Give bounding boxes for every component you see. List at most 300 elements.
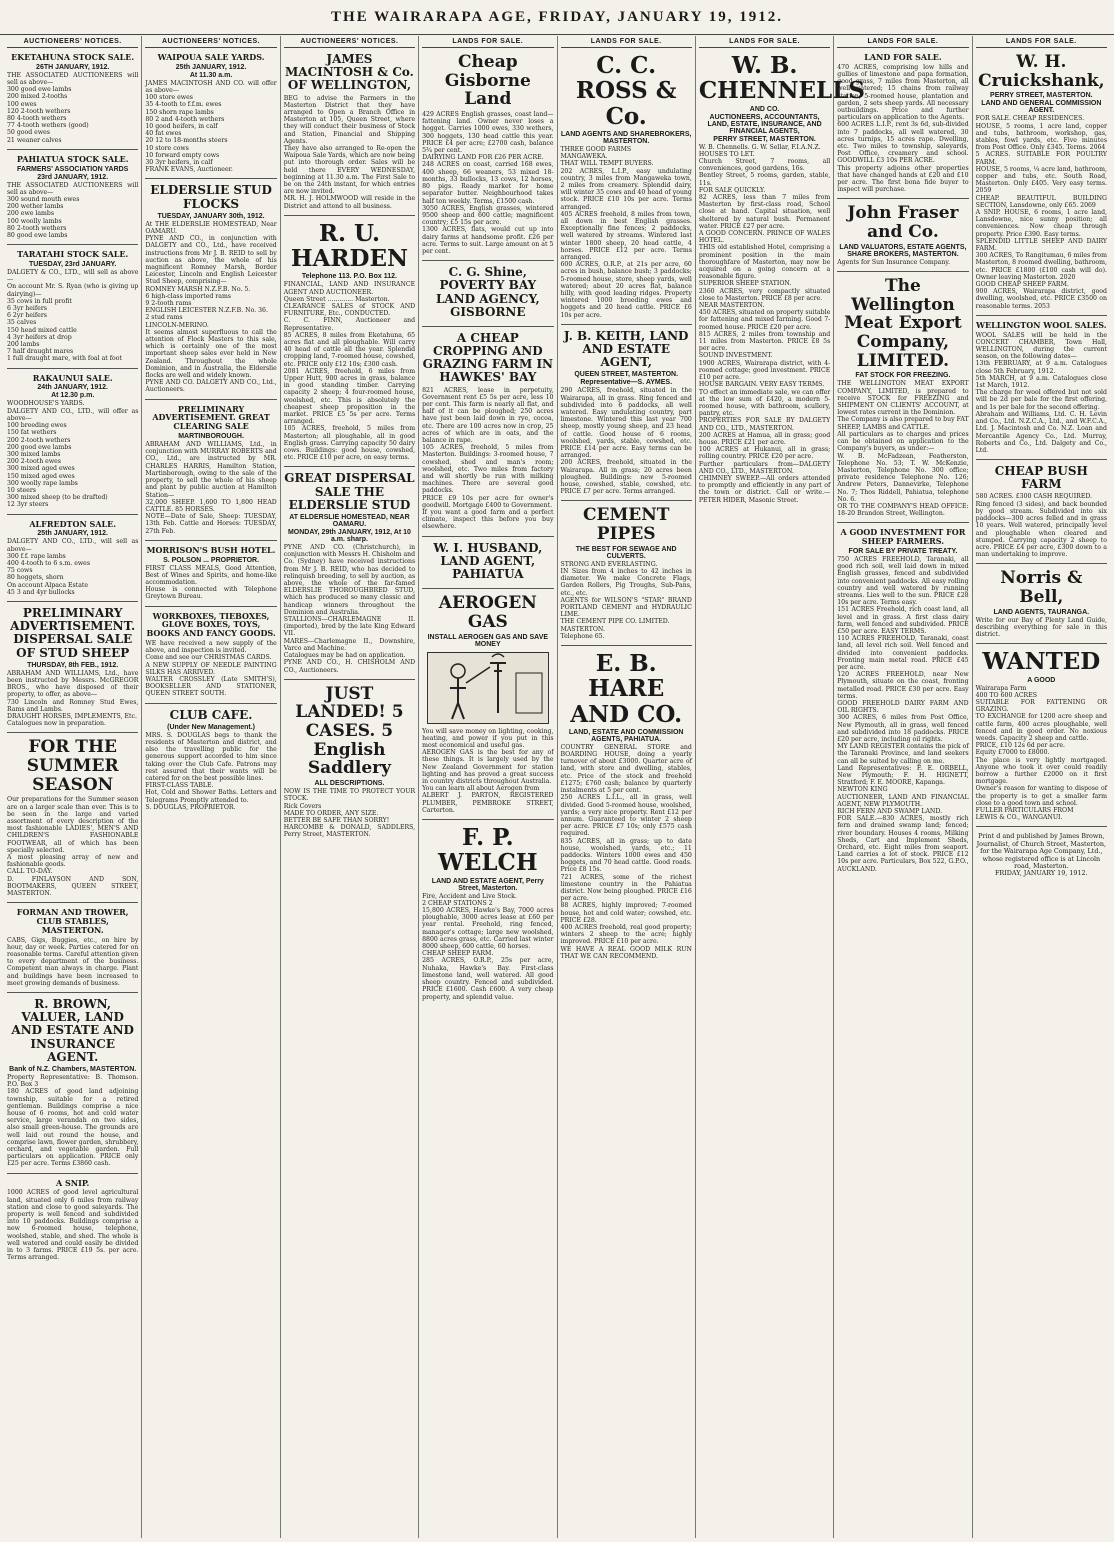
ad-subheading: AUCTIONEERS, ACCOUNTANTS, LAND, ESTATE, INSURANCE, AND FINANCIAL AGENTS,	[707, 113, 822, 135]
ad-text-line: 100 woolly lambs	[7, 217, 62, 225]
ad-text-line: CHEAP SHEEP FARM.	[422, 950, 494, 958]
ad-subheading: FARMERS' ASSOCIATION YARDS	[17, 165, 129, 173]
ad-headline: C. C. ROSS & Co.	[575, 52, 677, 130]
ad-text-line: PRICE, £10 12s 6d per acre.	[975, 742, 1066, 750]
advertisement	[422, 537, 553, 590]
advertisement	[561, 501, 692, 646]
ad-text-line: Queen Street ............. Masterton.	[283, 295, 390, 303]
ad-text-line: 150 fat wethers	[7, 429, 57, 437]
ad-text-line: HOUSE, 5 rooms, ¼ acre land, bathroom, copper and tubs, etc. South Road, Masterton. Only £405. Very easy terms. 2059	[975, 165, 1107, 195]
ad-text-line: 1900 ACRES, Wairarapa district, with 4-roomed cottage; good investment. PRICE £10 per acre.	[698, 359, 831, 382]
ad-text-line: 200 ewe lambs	[7, 210, 55, 218]
ad-text-line: DALGETY AND CO., LTD., will sell as above—	[7, 538, 139, 553]
ad-text-line: 300 mixed sheep (to be drafted)	[7, 494, 108, 502]
advertisement	[7, 602, 138, 733]
ad-subheading: 25th JANUARY, 1912.	[37, 530, 108, 538]
ad-text-line: 21 weaner calves	[7, 136, 62, 144]
ad-text-line: 110 ACRES FREEHOLD, Taranaki, coast land, all level rich soil. Well fenced and divided into convenient paddocks. Fronting main metal road. PRICE £45 per acre.	[837, 635, 969, 671]
advertisement	[561, 325, 692, 502]
ad-text-line: The charge for wool offered but not sold will be 2d per bale for the first offering, and 1s per bale for the second offering.	[975, 389, 1107, 411]
ad-text-line: PRICE £9 10s per acre for owner's goodwill. Mortgage £400 to Government.	[422, 494, 554, 509]
advertisement	[422, 327, 553, 537]
ad-subheading: A GOOD	[1027, 676, 1056, 684]
column-header: AUCTIONEERS' NOTICES.	[145, 36, 276, 48]
ad-text-line: DRAUGHT HORSES, IMPLEMENTS, Etc.	[7, 712, 137, 720]
ad-text-line: 285 ACRES, O.R.P., 25s per acre, Nuhaka, Hawke's Bay. First-class limestone land, well watered. All good sheep country. Fenced and subdivided. PRICE £1600. Cash £600. A very cheap property, and splendid value.	[422, 957, 554, 1001]
ad-headline: JUST LANDED! 5 CASES. 5 English Saddlery	[295, 683, 404, 779]
ad-headline: John Fraser and Co.	[847, 203, 959, 243]
ad-text-line: 9 2-tooth rams	[145, 300, 192, 308]
ad-text-line: 900 ACRES, Wairarapa district, good dwelling, woolshed, etc. PRICE £3500 on reasonable terms. 2053	[975, 288, 1107, 310]
ad-text-line: 429 ACRES English grasses, coast land—fattening land. Owner never loses a hogget. Carries 1000 ewes, 330 wethers, 300 hoggets, 130 head cattle this year. PRICE £4 per acre; £2700 cash, balance 5¾ per cent.	[422, 111, 554, 155]
advertisement	[976, 316, 1107, 460]
ad-text-line: 40 fat ewes	[145, 130, 182, 138]
ad-text-line: DALGETY & CO., LTD., will sell as above—	[7, 269, 139, 284]
advertisement	[7, 733, 138, 903]
ad-subheading: 25th JANUARY, 1912.	[175, 63, 247, 71]
ad-text-line: PYNE AND CO. DALGETY AND CO., Ltd., Auctioneers.	[145, 379, 277, 394]
ad-text-line: FOR SALE QUICKLY.	[698, 186, 766, 194]
ad-headline: WAIPOUA SALE YARDS.	[157, 52, 265, 62]
ad-text-line: 150 mixed aged ewes	[7, 472, 75, 480]
ad-text-line: NOW IS THE TIME TO PROTECT YOUR STOCK.	[283, 788, 416, 803]
ad-text-line: 30 3yr heifers, in calf	[145, 159, 213, 167]
advertisement	[7, 245, 138, 368]
ad-text-line: LINCOLN-MERINO.	[145, 321, 209, 329]
ad-headline: AEROGEN GAS	[438, 593, 537, 632]
ad-headline: FORMAN AND TROWER, CLUB STABLES, MASTERTON.	[16, 907, 129, 935]
ad-text-line: DALGETY AND CO., LTD., will offer as above—	[7, 407, 139, 422]
ad-subheading: ALL DESCRIPTIONS.	[314, 780, 385, 788]
ad-headline: FOR THE SUMMER SEASON	[26, 737, 119, 795]
ad-text-line: CHIMNEY SWEEP.—All orders attended to promptly and efficiently in any part of the town or district. Call or write.—PETER HIDER, Masonic Street.	[698, 474, 831, 504]
ad-text-line: 450 ACRES, situated on property suitable for fattening and mixed farming. Good 7-roomed house. PRICE £20 per acre.	[698, 309, 831, 331]
ad-text-line: 88 ACRES, highly improved; 7-roomed house, hot and cold water; cowshed, etc. PRICE £28.	[560, 902, 692, 924]
ad-subheading: At 11.30 a.m.	[189, 71, 233, 79]
advertisement	[284, 48, 415, 216]
ad-text-line: 300 mixed aged ewes	[7, 465, 75, 473]
advertisement	[422, 261, 553, 327]
ad-text-line: Ring fenced (3 sides), and back bounded by good stream. Subdivided into six paddocks—300 acres felled and in grass 10 years. Well watered, principally level and ploughable when cleared and stumped. Carrying capacity 2 sheep to acre. PRICE £4 per acre, £300 down to a man undertaking to improve.	[975, 500, 1107, 559]
ad-headline: PAHIATUA STOCK SALE.	[16, 153, 129, 164]
advertisement	[976, 564, 1107, 644]
column-header: LANDS FOR SALE.	[837, 36, 968, 48]
ad-text-line: 77 4-tooth wethers (good)	[7, 122, 89, 130]
advertisement	[422, 48, 553, 261]
ad-text-line: 300 good ewe lambs	[7, 86, 72, 94]
ad-text-line: 35 4-tooth to f.f.m. ewes	[145, 101, 222, 109]
ad-text-line: PYNE AND CO., H. CHISHOLM AND CO., Auctioneers.	[283, 659, 416, 674]
ad-subheading: (Under New Management.)	[167, 723, 256, 731]
advertisement	[7, 903, 138, 993]
advertisement	[837, 199, 968, 272]
ad-text-line: HOUSE, 5 rooms, 1 acre land, copper and tubs, bathroom, workshop, gas, stables, fowl yards, etc. Five minutes from Post Office. Only £345. Terms. 2064	[975, 122, 1107, 152]
ad-text-line: 730 Lincoln and Romney Stud Ewes, Rams and Lambs.	[7, 698, 139, 713]
ad-text-line: BETTER BE SAFE THAN SORRY!	[283, 816, 390, 824]
ad-text-line: 821 ACRES, lease in perpetuity, Government rent £5 5s per acre, less 10 per cent. This farm is nearly all flat, and half of it can be ploughed; 250 acres have just been laid down in rye, cocoa, etc. There are 100 acres now in crop, 25 acres of which are in oats, and the balance in rape.	[422, 386, 554, 445]
ad-text-line: FRANK EVANS, Auctioneer.	[145, 166, 233, 174]
ad-headline: A GOOD INVESTMENT FOR SHEEP FARMERS.	[840, 527, 966, 547]
ad-text-line: TO effect an immediate sale, we can offer at the low sum of £420, a modern 5-roomed house, with bathroom, scullery, pantry, etc.	[698, 388, 831, 418]
ad-text-line: 470 ACRES, comprising low hills and gullies of limestone and papa formation, good grass, 7 miles from Masterton, all well watered; 15 chains from railway station; 5-roomed house, plantation and garden, 2 sets sheep yards. All necessary outbuildings. Price and further particulars on application to the Agents.	[837, 63, 969, 122]
ad-text-line: 80 4-tooth wethers	[7, 115, 67, 123]
ad-text-line: WE have received a new supply of the above, and inspection is invited.	[145, 639, 277, 655]
ad-text-line: THE WELLINGTON MEAT EXPORT COMPANY, LIMITED, is prepared to receive STOCK for FREEZING and SHIPMENT ON CLIENTS' ACCOUNT, at lowest rates current in the Dominion.	[837, 380, 969, 417]
ad-headline: W. I. HUSBAND, LAND AGENT, PAHIATUA	[433, 540, 543, 582]
ad-text-line: 3050 ACRES, English grasses, wintered 9500 sheep and 600 cattle; magnificent country; £5 15s per acre.	[422, 204, 554, 227]
ad-text-line: A NEW SUPPLY OF NEEDLE PAINTING SILKS HAS ARRIVED.	[145, 661, 277, 676]
ad-subheading: Telephone 113. P.O. Box 112.	[301, 273, 397, 281]
ad-subheading: At 12.30 p.m.	[51, 392, 95, 400]
ad-text-line: A most pleasing array of new and fashionable goods.	[7, 854, 139, 869]
ad-text-line: On account Alpaca Estate	[7, 581, 89, 589]
ad-text-line: W. B. Chennells. G. W. Sellar, F.I.A.N.Z.	[698, 143, 821, 151]
ad-subheading: 23rd JANUARY, 1912.	[37, 173, 109, 181]
ad-headline: E. B. HARE AND CO.	[570, 649, 683, 728]
ad-headline: WANTED	[982, 648, 1101, 676]
ad-headline: Norris & Bell,	[1000, 568, 1083, 607]
ad-text-line: 5 ACRES. SUITABLE FOR POULTRY FARM.	[975, 151, 1107, 166]
ad-text-line: 2 stud rams	[145, 314, 183, 322]
ad-headline: EKETAHUNA STOCK SALE.	[11, 52, 135, 62]
ad-text-line: FULLER PARTICULARS FROM	[975, 807, 1074, 815]
ad-text-line: All particulars as to charges and prices can be obtained on application to the Company's buyers, as under:—	[837, 430, 969, 453]
ad-text-line: They have also arranged to Re-open the Waipoua Sale Yards, which are now being put into thorough order. Sales will be held there EVERY WEDNESDAY, beginning at 11.30 a.m. The First Sale to be on the 24th instant, for which entries are now invited.	[283, 144, 416, 196]
ad-text-line: 80 2-tooth wethers	[7, 224, 67, 232]
ad-text-line: SUPERIOR SHEEP STATION.	[698, 280, 792, 288]
ad-text-line: SPLENDID LITTLE SHEEP AND DAIRY FARM.	[975, 237, 1107, 253]
ad-text-line: SUITABLE FOR FATTENING OR GRAZING.	[975, 699, 1107, 714]
ad-text-line: 1 full draught mare, with foal at foot	[7, 355, 122, 363]
advertisement	[7, 150, 138, 245]
ad-headline: PRELIMINARY ADVERTISEMENT. GREAT CLEARING SALE	[152, 403, 270, 432]
ad-text-line: Property Representative: B. Thomson. P.O. Box 3	[7, 1073, 139, 1089]
ad-text-line: 15,800 ACRES, Hawke's Bay, 7000 acres ploughable, 3000 acres lease at £60 per year rental. Freehold, ring fenced, manager's cottage; large new woolshed, 8800 acres grass, etc. Carried last winter 8000 sheep, 600 cattle, 60 horses.	[422, 907, 554, 951]
advertisement	[145, 607, 276, 704]
column-8	[972, 36, 1110, 1538]
ad-subheading: PERRY STREET, MASTERTON.	[990, 92, 1093, 100]
ad-subheading: S. POLSON ... PROPRIETOR.	[163, 556, 260, 564]
advertisement	[422, 589, 553, 820]
ad-text-line: RICH FERN AND SWAMP LAND.	[837, 808, 943, 816]
ad-text-line: 6 3yr heifers	[7, 305, 47, 313]
ad-text-line: HOUSES TO LET.	[698, 150, 755, 158]
ad-text-line: You can learn all about Aerogen from	[422, 785, 540, 793]
column-header: LANDS FOR SALE.	[976, 36, 1107, 48]
ad-text-line: 105 ACRES, freehold, 5 miles from Masterton; all ploughable, all in good English grass. Carrying capacity 50 dairy cows. Buildings: good house, cowshed, etc. PRICE £10 per acre, on easy terms.	[283, 425, 416, 462]
advertisement	[7, 993, 138, 1174]
advertisement	[145, 704, 276, 816]
ad-headline: W. H. Cruickshank,	[978, 52, 1105, 91]
ad-subheading: 24th JANUARY, 1912.	[37, 384, 108, 392]
ad-text-line: TO EXCHANGE for 1200 acre sheep and cattle farm, 400 acres ploughable, well fenced and in good order. No noxious weeds. Capacity 2 sheep and cattle.	[975, 713, 1107, 743]
ad-text-line: MY LAND REGISTER contains the pick of the Taranaki Province, and land seekers can all be suited by calling on me.	[837, 743, 969, 765]
advertisement	[422, 820, 553, 1006]
ad-text-line: 100 store ewes	[145, 94, 193, 102]
ad-headline: WORKBOXES, TIEBOXES, GLOVE BOXES, TOYS, BOOKS AND FANCY GOODS.	[146, 610, 276, 639]
column-header: LANDS FOR SALE.	[561, 36, 692, 48]
ad-headline: RAKAUNUI SALE.	[32, 372, 113, 383]
ad-subheading: LAND AGENTS AND SHAREBROKERS, MASTERTON.	[560, 130, 692, 145]
ad-headline: W. B. CHENNELLS	[698, 52, 865, 105]
ad-text-line: 10 forward empty cows	[145, 151, 220, 159]
advertisement	[145, 179, 276, 399]
ad-text-line: 12 3yr steers	[7, 501, 49, 509]
ad-text-line: THE ASSOCIATED AUCTIONEERS will sell as above—	[7, 71, 139, 86]
ad-text-line: 5th MARCH, at 9 a.m. Catalogues close 1st March, 1912.	[975, 374, 1107, 390]
ad-text-line: NOTE—Date of Sale, Sheep: TUESDAY, 13th Feb. Cattle and Horses: TUESDAY, 27th Feb.	[145, 513, 277, 535]
ad-text-line: 835 ACRES, all in grass; up to date house, woolshed, yards, etc.; 11 paddocks. Winters 1000 ewes and 450 hoggets, and 70 head cattle. Good roads. Price £8 15s.	[560, 837, 692, 874]
ad-text-line: A SNIP. HOUSE, 6 rooms, 1 acre land, Lansdowne, nice sunny position; all conveniences. Now cheap through property. Price £390. Easy terms.	[975, 209, 1107, 238]
ad-subheading: THURSDAY, 8th FEB., 1912.	[27, 661, 119, 669]
ad-text-line: Rick Covers	[283, 802, 322, 810]
ad-subheading: QUEEN STREET, MASTERTON.	[574, 371, 679, 379]
ad-text-line: 200 mixed 2-tooths	[7, 93, 68, 101]
ad-text-line: Church Street, 7 rooms, all conveniences, good gardens, 16s.	[698, 158, 831, 173]
ad-text-line: PYNE AND CO. (Christchurch), in conjunction with Messrs H. Chisholm and Co. (Sydney) have received instructions from Mr J. B. REID, who has decided to relinquish breeding, to sell by auction, as above, the whole of the far-famed ELDERSLIE THOROUGHBRED STUD, which has produced so many classic and handicap winners throughout the Dominion and Australia.	[283, 544, 416, 616]
ad-headline: A SNIP.	[56, 1177, 90, 1188]
ad-text-line: 400 TO 600 ACRES	[975, 691, 1037, 699]
ad-text-line: CABS, Gigs, Buggies, etc., on hire by hour, day or week. Parties catered for on reasonable terms. Careful attention given to every department of the business. Competent man always in charge. Plant and buildings have been increased to meet growing demands of business.	[7, 936, 139, 987]
ad-text-line: Agents for Sun Insurance Company.	[837, 258, 950, 266]
ad-text-line: FOR SALE. CHEAP RESIDENCES.	[975, 115, 1085, 123]
advertisement	[7, 369, 138, 515]
advertisement	[837, 523, 968, 878]
ad-text-line: 7 half draught mares	[7, 348, 74, 356]
ad-text-line: Our preparations for the Summer season are on a larger scale than ever. This is to be seen in the large and varied assortment of every description of the most fashionable LADIES', MEN'S AND CHILDREN'S FASHIONABLE FOOTWEAR, all of which has been specially selected.	[7, 796, 139, 854]
ad-text-line: On account Mr. S. Ryan (who is giving up dairying)—	[7, 283, 139, 298]
ad-subheading: FOR SALE BY PRIVATE TREATY.	[848, 547, 958, 555]
advertisement	[145, 541, 276, 607]
ad-text-line: At THE ELDERSLIE HOMESTEAD, Near OAMARU.	[145, 220, 277, 236]
column-5	[557, 36, 695, 1538]
advertisement	[284, 216, 415, 468]
ad-text-line: 151 ACRES Freehold, rich coast land, all level and in grass. A first class dairy farm, well fenced and subdivided. PRICE £50 per acre. EASY TERMS.	[837, 606, 969, 635]
ad-subheading: INSTALL AEROGEN GAS AND SAVE MONEY	[427, 633, 549, 648]
advertisement	[145, 48, 276, 179]
ad-text-line: Catalogues may be had on application.	[283, 652, 406, 660]
ad-headline: A CHEAP CROPPING AND GRAZING FARM IN HAWKES' BAY	[422, 330, 554, 385]
ad-text-line: 10 store cows	[145, 144, 189, 152]
ad-text-line: Telephone 65.	[560, 632, 605, 640]
ad-headline: TARATAHI STOCK SALE.	[17, 249, 129, 260]
ad-text-line: House is connected with Telephone Greytown Bureau.	[145, 586, 277, 601]
advertisement	[837, 48, 968, 199]
ad-text-line: 80 hoggets, shorn	[7, 574, 64, 582]
ad-text-line: PROPERTIES FOR SALE BY DALGETY AND CO., LTD., MASTERTON.	[698, 417, 831, 432]
column-1	[4, 36, 141, 1538]
column-header: AUCTIONEERS' NOTICES.	[284, 36, 415, 48]
ad-text-line: MADE TO ORDER, ANY SIZE.	[283, 809, 379, 817]
ad-text-line: AUCTIONEER, LAND AND FINANCIAL AGENT, NEW PLYMOUTH.	[837, 793, 969, 808]
ad-text-line: 1300 ACRES, flats, would cut up into dairy farms at handsome profit. £26 per acre. Terms to suit. Large amount on at 5 per cent.	[422, 226, 554, 255]
ad-text-line: 200 ACRES, freehold, situated in the Wairarapa. All in grass; 20 acres been ploughed. Buildings: new 5-roomed house, cowshed, stable, cowshed, etc. PRICE £7 per acre. Terms arranged.	[560, 459, 692, 496]
ad-text-line: 721 ACRES, some of the richest limestone country in the Pahiatua district. Now being ploughed. PRICE £16 per acre.	[560, 873, 692, 903]
ad-text-line: 300 woolly rape lambs	[7, 479, 78, 487]
ad-text-line: IN Sizes from 4 inches to 42 inches in diameter. We make Concrete Flags, Garden Rollers, Pig Troughs, Sub-Pans, etc., etc.	[560, 567, 692, 597]
ad-text-line: 200 ACRES at Hamua, all in grass; good house. PRICE £21 per acre.	[698, 431, 831, 446]
ad-text-line: If you want a good farm and a perfect climate, inspect this before you buy elsewhere.	[422, 509, 554, 531]
ad-text-line: 35 cows in full profit	[7, 297, 72, 305]
ad-text-line: 202 ACRES, L.I.P., easy undulating country, 3 miles from Mangaweka town, 2 miles from creamery. Splendid dairy, will winter 35 cows and 40 head of young stock. PRICE £10 10s per acre. Terms arranged.	[560, 167, 692, 211]
ad-text-line: FIRST-CLASS TABLE.	[145, 782, 214, 790]
ad-subheading: AND CO.	[749, 105, 780, 113]
ad-text-line: LEWIS & CO., WANGANUI.	[975, 814, 1063, 822]
imprint-footer	[976, 833, 1107, 877]
ad-headline: R. U. HARDEN	[290, 219, 409, 273]
ad-headline: F. P. WELCH	[438, 824, 538, 877]
ad-subheading: THE BEST FOR SEWAGE AND CULVERTS.	[575, 545, 677, 560]
ad-headline: WELLINGTON WOOL SALES.	[976, 319, 1107, 330]
ad-text-line: WOOL SALES will be held in the CONCERT CHAMBER, Town Hall, WELLINGTON, during the current season, on the following dates—	[975, 331, 1107, 361]
ad-text-line: GOOD CHEAP SHEEP FARM.	[975, 281, 1069, 289]
ad-text-line: WE HAVE A REAL GOOD MILK RUN THAT WE CAN RECOMMEND.	[560, 945, 692, 960]
advertisement	[561, 646, 692, 965]
ad-text-line: MANGAWEKA.	[560, 153, 608, 161]
ad-text-line: 120 2-tooth wethers	[7, 107, 71, 115]
ad-text-line: 50 good ewes	[7, 129, 50, 137]
ad-headline: CEMENT PIPES	[582, 505, 670, 545]
ad-subheading: LAND AND ESTATE AGENT, Perry Street, Masterton.	[431, 877, 544, 892]
ad-text-line: 180 ACRES of good land adjoining township, suitable for a retired gentleman. Buildings comprise a nice house of 6 rooms, hot and cold water service, large verandah on two sides, also small green-house. The grounds are well laid out round the house, and comprise lawn, flower garden, shrubbery, orchard, and vegetable garden. Full particulars on application. PRICE only £25 per acre. Terms £3860 cash.	[7, 1088, 139, 1168]
ad-subheading: MARTINBOROUGH.	[178, 433, 244, 441]
ad-headline: JAMES MACINTOSH & Co. OF WELLINGTON,	[285, 52, 414, 93]
ad-text-line: MARES—Charlemagne II., Downshire, Varco and Machine.	[283, 637, 416, 652]
ad-text-line: Equity £7000 to £8000.	[975, 749, 1050, 757]
ad-text-line: The Company is also prepared to buy FAT SHEEP, LAMBS and CATTLE.	[837, 416, 969, 431]
ad-text-line: 300 ACRES, To Rangitumau, 6 miles from Masterton, 8 roomed dwelling, bathroom, etc. PRICE £1800 (£100 cash will do). Owner leaving Masterton. 2020	[975, 252, 1107, 281]
ad-text-line: 200 2-tooth ewes	[7, 458, 61, 466]
advertisement	[976, 460, 1107, 564]
ad-text-line: ABRAHAM AND WILLIAMS, Ltd., in conjunction with MURRAY ROBERTS and CO., Ltd., are instructed by MR. CHARLES HARRIS, Hamilton Station, Martinborough, owing to the sale of the property, to sell the whole of his sheep and plant by public auction at Hamilton Station—	[145, 441, 277, 499]
ad-text-line: 750 ACRES FREEHOLD, Taranaki, all good rich soil, well laid down in mixed English grasses, fenced and subdivided into convenient paddocks. All easy rolling country and well watered by running streams. Lies well to the sun. PRICE £28 10s per acre. Terms easy.	[837, 555, 969, 607]
ad-text-line: NEWTON KING	[837, 786, 888, 794]
ad-text-line: Further particulars from—DALGETY AND CO., LTD., MASTERTON.	[698, 460, 831, 475]
ad-text-line: THE CEMENT PIPE CO. LIMITED.	[560, 618, 670, 626]
ad-text-line: 20 12 to 18-months steers	[145, 137, 228, 145]
ad-text-line: MRS. S. DOUGLAS begs to thank the residents of Masterton and district, and also the travelling public for the generous support accorded to him since taking over the Club Cafe. Patrons may rest assured that their wants will be catered for on the best possible lines.	[145, 731, 277, 782]
ad-text-line: Wairarapa Farm	[975, 684, 1027, 692]
gas-lamp-illustration	[427, 652, 549, 724]
masthead: THE WAIRARAPA AGE, FRIDAY, JANUARY 19, 1912.	[0, 0, 1114, 35]
ad-text-line: HOUSE BARGAIN. VERY EASY TERMS.	[698, 381, 825, 389]
ad-subheading: LAND AND GENERAL COMMISSION AGENT.	[981, 100, 1102, 115]
columns	[4, 36, 1110, 1538]
ad-text-line: 45 3 and 4yr bullocks	[7, 588, 75, 596]
ad-headline: CLUB CAFE.	[169, 707, 253, 722]
ad-headline: C. G. Shine, POVERTY BAY LAND AGENCY, GISBORNE	[435, 265, 540, 319]
ad-text-line: MASTERTON.	[560, 625, 605, 633]
column-header: AUCTIONEERS' NOTICES.	[7, 36, 138, 48]
ad-headline: J. B. KEITH, LAND AND ESTATE AGENT,	[563, 328, 689, 370]
ad-text-line: OR TO THE COMPANY'S HEAD OFFICE: 18-20 Brandon Street, Wellington.	[837, 502, 969, 518]
ad-text-line: FIRST CLASS MEALS, Good Attention, Best of Wines and Spirits, and home-like accommodation.	[145, 564, 277, 586]
ad-text-line: ENGLISH LEICESTER N.Z.F.B. No. 36.	[145, 307, 268, 315]
ad-text-line: 200 good ewe lambs	[7, 443, 72, 451]
ad-headline: The Wellington Meat Export Company, LIMITED.	[844, 276, 962, 371]
ad-subheading: PERRY STREET, MASTERTON.	[713, 135, 816, 143]
ad-text-line: 200 lambs	[7, 341, 40, 349]
ad-text-line: W. B. McFadzean, Featherston, Telephone No. 53; T. W. McKenzie, Masterton, Telephone No. 300 office; private residence Telephone No. 126; Andrew Peters, Dannevirke, Telephone No. 7; Thos Riddell, Pahiatua, telephone No. 6.	[837, 452, 969, 503]
ad-headline: Cheap Gisborne Land	[444, 52, 531, 110]
ad-subheading: LAND VALUATORS, ESTATE AGENTS, SHARE BROKERS, MASTERTON.	[839, 243, 967, 258]
ad-text-line: 405 ACRES freehold, 8 miles from town, all down in best English grasses. Exceptionally fine fences; 2 paddocks, well watered by streams. Wintered last winter 1800 sheep, 20 head cattle, 4 horses. PRICE £12 per acre. Terms arranged.	[560, 210, 692, 261]
ad-subheading: 26TH JANUARY, 1912.	[36, 63, 110, 71]
ad-headline: GREAT DISPERSAL SALE THE ELDERSLIE STUD	[284, 471, 415, 512]
ad-headline: CHEAP BUSH FARM	[994, 464, 1088, 492]
ad-text-line: 13th FEBRUARY, at 9 a.m. Catalogues close 5th February, 1912.	[975, 360, 1107, 375]
ad-text-line: 100 breeding ewes	[7, 422, 67, 430]
ad-subheading: LAND AGENTS, TAURANGA.	[993, 608, 1090, 616]
ad-text-line: 105 ACRES, freehold, 5 miles from Masterton. Buildings: 3-roomed house, 7 cowshed, shed and man's room; woolshed, etc. Two miles from factory and will shortly be run with milking machines. There are several good paddocks.	[422, 444, 554, 495]
ad-text-line: C. C. FINN, Auctioneer and Representative.	[283, 317, 416, 332]
ad-text-line: 85 ACRES, 8 miles from Eketahuna, 65 acres flat and all ploughable. Will carry 40 head of cattle all the year. Splendid cropping land, 7-roomed house, cowshed, etc. PRICE only £12 10s; £300 cash.	[283, 331, 416, 368]
ad-text-line: Bentley Street, 5 rooms, garden, stable, 11s.	[698, 172, 831, 187]
ad-text-line: 300 f.f. rape lambs	[7, 552, 66, 560]
ad-headline: MORRISON'S BUSH HOTEL.	[146, 544, 276, 555]
ad-text-line: Land Representatives: F. E. ORBELL, New Plymouth; F. H. HIGNETT, Stratford; F. E. MOORE, Kapanga.	[837, 764, 969, 787]
ad-text-line: GOOD FREEHOLD DAIRY FARM AND OIL RIGHTS.	[837, 699, 969, 715]
ad-text-line: Hot, Cold and Shower Baths. Letters and Telegrams Promptly attended to.	[145, 789, 277, 804]
advertisement	[7, 515, 138, 602]
ad-headline: R. BROWN, VALUER, LAND AND ESTATE AND INSURANCE AGENT.	[11, 997, 134, 1064]
ad-text-line: 580 ACRES. £300 CASH REQUIRED.	[975, 493, 1093, 501]
ad-text-line: AGENTS for WILSON'S "STAR" BRAND PORTLAND CEMENT and HYDRAULIC LIME.	[560, 596, 692, 619]
ad-text-line: 150 shorn rape lambs	[145, 108, 214, 116]
ad-text-line: NEAR MASTERTON.	[698, 302, 765, 310]
ad-text-line: PYNE AND CO., in conjunction with DALGETY and CO., Ltd., have received instructions from Mr J. B. REID to sell by auction as above, the whole of his magnificent Romney Marsh, Border Leicester, Lincoln and English Leicester Stud Sheep, comprising—	[145, 235, 277, 286]
column-3	[280, 36, 418, 1538]
ad-text-line: 600 ACRES, O.R.P., at 21s per acre, 60 acres in bush, balance bush; 3 paddocks; 5-roomed house, store, sheep yards, well watered; about 20 acres flat, balance hilly, with good leading ridges. Property wintered 1000 breeding ewes and hoggets and 20 head cattle. PRICE £6 10s per acre.	[560, 261, 692, 319]
ad-text-line: HARCOMBE & DONALD, SADDLERS, Perry Street, MASTERTON.	[283, 824, 416, 839]
ad-text-line: 2360 ACRES, very compactly situated close to Masterton. PRICE £8 per acre.	[698, 287, 831, 302]
ad-text-line: THAT WILL TEMPT BUYERS.	[560, 160, 654, 168]
column-2	[141, 36, 279, 1538]
ad-text-line: ABRAHAM AND WILLIAMS, Ltd., have been instructed by Messrs. McGREGOR BROS., who have disposed of their property, to offer, as above—	[7, 669, 139, 699]
ad-text-line: The place is very lightly mortgaged. Anyone who took it over could readily borrow a further £2000 on it first mortgage.	[975, 756, 1107, 786]
ad-text-line: THREE GOOD FARMS	[560, 145, 632, 153]
ad-text-line: 10 steers	[7, 486, 36, 494]
ad-text-line: 4 3yr heifers at drop	[7, 333, 72, 341]
advertisement	[561, 48, 692, 325]
imprint-line: Print d and published by James Brown, Journalist, of Church Street, Masterton, for the Wairarapa Age Company, Ltd., whose registered office is at Lincoln road, Masterton.	[976, 832, 1107, 871]
advertisement	[284, 680, 415, 844]
ad-headline: LAND FOR SALE.	[864, 52, 942, 62]
ad-text-line: 100 ACRES at Hukanui, all in grass; rolling country. PRICE £20 per acre.	[698, 446, 831, 461]
ad-text-line: Come and see our CHRISTMAS CARDS.	[145, 654, 272, 662]
ad-headline: ALFREDTON SALE.	[29, 518, 117, 529]
ad-subheading: LAND, ESTATE AND COMMISSION AGENTS, PAHIATUA.	[568, 728, 684, 743]
column-header: LANDS FOR SALE.	[422, 36, 553, 48]
ad-text-line: 2 CHEAP STATIONS 2	[422, 899, 493, 907]
ad-text-line: STRONG AND EVERLASTING.	[560, 560, 658, 568]
ad-text-line: FOR SALE.—830 ACRES, mostly rich fern and drained swamp land; fenced; river boundary. Houses 4 rooms, Milking Sheds, Cart and Implement Sheds, Orchard, etc. Eight miles from seaport. Land carries a lot of stock. PRICE £12 10s per acre. Particulars, Box 522, G.P.O., AUCKLAND.	[837, 815, 969, 873]
ad-text-line: CALL TO-DAY.	[7, 868, 53, 876]
ad-text-line: CLEARANCE SALES of STOCK AND FURNITURE, Etc., CONDUCTED.	[283, 303, 416, 318]
ad-text-line: This property adjoins other properties that have changed hands at £20 and £10 per acre. The first bona fide buyer to inspect will purchase.	[837, 164, 969, 194]
ad-text-line: Fire, Accident and Live Stock.	[422, 892, 517, 900]
ad-subheading: FAT STOCK FOR FREEZING.	[855, 372, 951, 380]
ad-text-line: 2081 ACRES, freehold, 6 miles from Upper Hutt, 900 acres in grass, balance in good standing timber. Carrying capacity 2 sheep; 4 four-roomed house, woolshed, etc. This is absolutely the cheapest sheep proposition in the market. PRICE £5 5s per acre. Terms arranged.	[283, 367, 416, 426]
ad-text-line: You will save money on lighting, cooking, heating, and power if you put in this most economical and useful gas.	[422, 727, 554, 750]
ad-text-line: AEROGEN GAS is the best for any of these things. It is largely used by the New Zealand Government for station lighting and has proved a great success in country districts throughout Australia.	[422, 749, 554, 786]
ad-text-line: 6 2yr heifers	[7, 312, 47, 320]
ad-text-line: 150 head mixed cattle	[7, 326, 77, 334]
ad-text-line: 120 ACRES FREEHOLD, near New Plymouth, situate on the coast, fronting metalled road. PRICE £30 per acre. Easy terms.	[837, 671, 969, 700]
ad-subheading: Representative—S. AYMES.	[580, 379, 673, 387]
ad-text-line: 815 ACRES, 2 miles from township and 11 miles from Masterton. PRICE £8 5s per acre.	[698, 330, 831, 353]
advertisement	[284, 467, 415, 679]
